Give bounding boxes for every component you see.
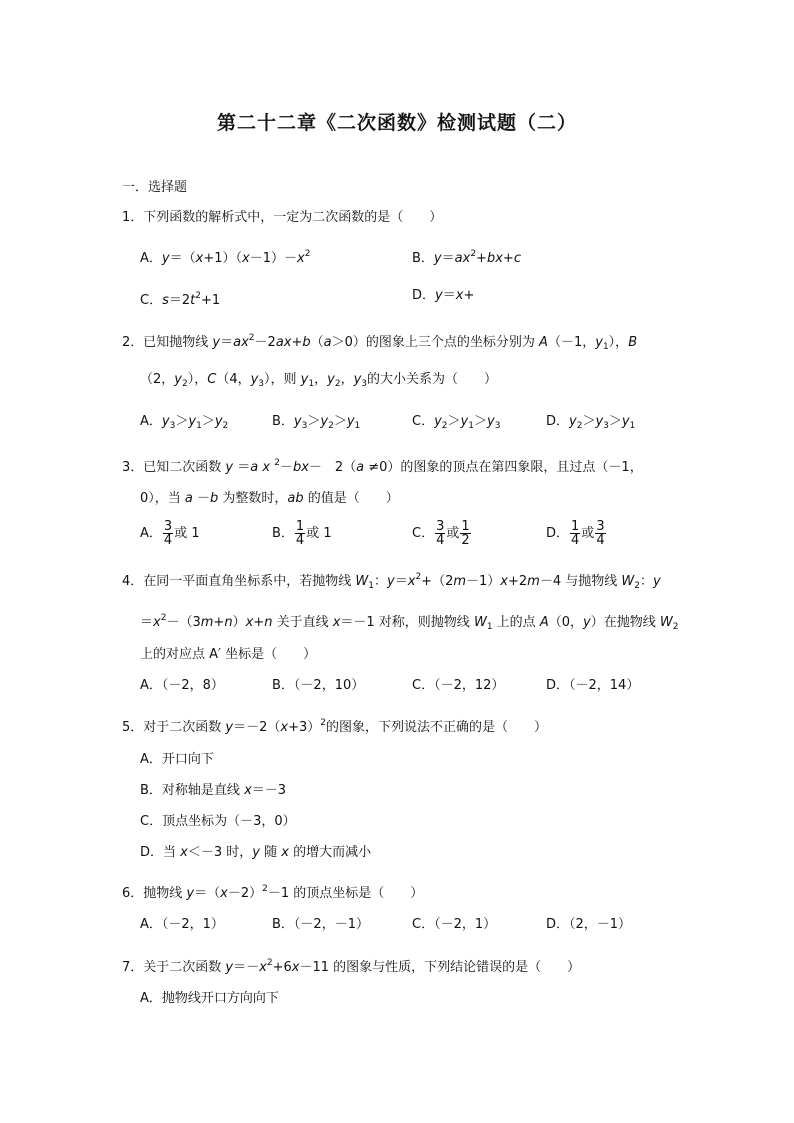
numerator: 1 — [461, 519, 470, 534]
question-3-stem-line-1: 3．已知二次函数 y ＝a x $^2$－bx－ 2（a ≠0）的图象的顶点在第四象限，且过点（－1， — [122, 458, 643, 475]
question-2-stem-line-2: （2，$y_2$），C（4，$y_3$），则 $y_1$，$y_2$，$y_3$的大小关系为（ ） — [140, 372, 498, 389]
question-2-option-c[interactable]: C．$y_2>y_1>y_3$ — [412, 414, 501, 431]
question-1-option-d[interactable]: D．y＝x+ — [412, 288, 475, 303]
fraction — [295, 520, 305, 547]
question-2-stem-line-1: 2．已知抛物线 $y=ax^2-2ax+b(a>0)$的图象上三个点的坐标分别为 A（－1，$y_1$），B — [122, 333, 638, 352]
fraction — [435, 520, 445, 547]
option-tail: 或 1 — [306, 526, 332, 541]
question-4-stem-line-3: 上的对应点 A′ 坐标是（ ） — [140, 647, 317, 662]
question-6-option-b[interactable]: B．（－2，－1） — [272, 917, 369, 932]
denominator: 2 — [461, 533, 470, 548]
option-tail: 或 1 — [174, 526, 200, 541]
option-label: A． — [140, 526, 162, 541]
fraction — [163, 520, 173, 547]
question-6-option-a[interactable]: A．（－2，1） — [140, 917, 224, 932]
question-5-option-d[interactable]: D．当 x＜－3 时，y 随 x 的增大而减小 — [140, 845, 372, 860]
question-2-option-a[interactable]: A．$y_3>y_1>y_2$ — [140, 414, 229, 431]
question-2-option-d[interactable]: D．$y_2>y_3>y_1$ — [546, 414, 636, 431]
question-3-option-c[interactable] — [412, 519, 472, 549]
question-6-option-d[interactable]: D．（2，－1） — [546, 917, 632, 932]
numerator: 3 — [163, 519, 173, 534]
numerator: 3 — [596, 519, 605, 534]
question-5-option-b[interactable]: B．对称轴是直线 x＝－3 — [140, 783, 287, 798]
denominator: 4 — [163, 533, 173, 548]
option-label: C． — [412, 526, 435, 541]
question-3-option-d[interactable] — [546, 519, 607, 549]
question-2-option-b[interactable]: B．$y_3>y_2>y_1$ — [272, 414, 361, 431]
option-mid: 或 — [581, 526, 595, 541]
option-mid: 或 — [446, 526, 460, 541]
fraction — [595, 520, 605, 547]
question-5-option-a[interactable]: A．开口向下 — [140, 752, 214, 767]
question-5-option-c[interactable]: C．顶点坐标为（－3，0） — [140, 814, 296, 829]
denominator: 4 — [571, 533, 580, 548]
question-3-option-a[interactable] — [140, 519, 200, 549]
question-3-option-b[interactable] — [272, 519, 332, 549]
question-5-stem: 5．对于二次函数 $y=-2(x+3)^2$的图象，下列说法不正确的是（ ） — [122, 718, 548, 735]
question-1-option-a[interactable]: A．$y=(x+1)(x-1)-x^2$ — [140, 249, 311, 266]
denominator: 4 — [436, 533, 445, 548]
question-1-option-c[interactable]: C．$s=2t^2+1$ — [140, 291, 221, 308]
question-4-option-b[interactable]: B．（－2，10） — [272, 678, 365, 693]
denominator: 4 — [295, 533, 305, 548]
denominator: 4 — [596, 533, 605, 548]
numerator: 3 — [436, 519, 445, 534]
question-4-option-c[interactable]: C．（－2，12） — [412, 678, 505, 693]
numerator: 1 — [571, 519, 580, 534]
question-4-stem-line-1: 4．在同一平面直角坐标系中，若抛物线 $W_1$：$y=x^2+(2m-1)x+2m-4$ 与抛物线 $W_2$：y — [122, 572, 661, 591]
question-3-stem-line-2: 0），当 a －b 为整数时，ab 的值是（ ） — [140, 491, 399, 506]
page-title: 第二十二章《二次函数》检测试题（二） — [216, 112, 577, 134]
question-1-option-b[interactable]: B．$y=ax^2+bx+c$ — [412, 249, 521, 266]
question-6-stem: 6．抛物线 $y=(x-2)^2-1$ 的顶点坐标是（ ） — [122, 884, 424, 901]
question-1-stem: 1．下列函数的解析式中，一定为二次函数的是（ ） — [122, 210, 443, 225]
question-4-option-d[interactable]: D．（－2，14） — [546, 678, 640, 693]
numerator: 1 — [295, 519, 305, 534]
question-7-stem: 7．关于二次函数 $y=-x^2+6x-11$ 的图象与性质，下列结论错误的是（ ） — [122, 958, 581, 975]
question-4-stem-line-2: $=x^2-(3m+n)x+n$ 关于直线 x＝－1 对称，则抛物线 $W_1$ 上的点 A（0，y）在抛物线 $W_2$ — [140, 613, 679, 632]
section-heading: 一．选择题 — [122, 180, 188, 195]
option-label: B． — [272, 526, 294, 541]
fraction — [570, 520, 580, 547]
fraction — [460, 520, 470, 547]
question-7-option-a[interactable]: A．抛物线开口方向向下 — [140, 991, 279, 1006]
question-6-option-c[interactable]: C．（－2，1） — [412, 917, 497, 932]
option-label: D． — [546, 526, 570, 541]
question-4-option-a[interactable]: A．（－2，8） — [140, 678, 224, 693]
